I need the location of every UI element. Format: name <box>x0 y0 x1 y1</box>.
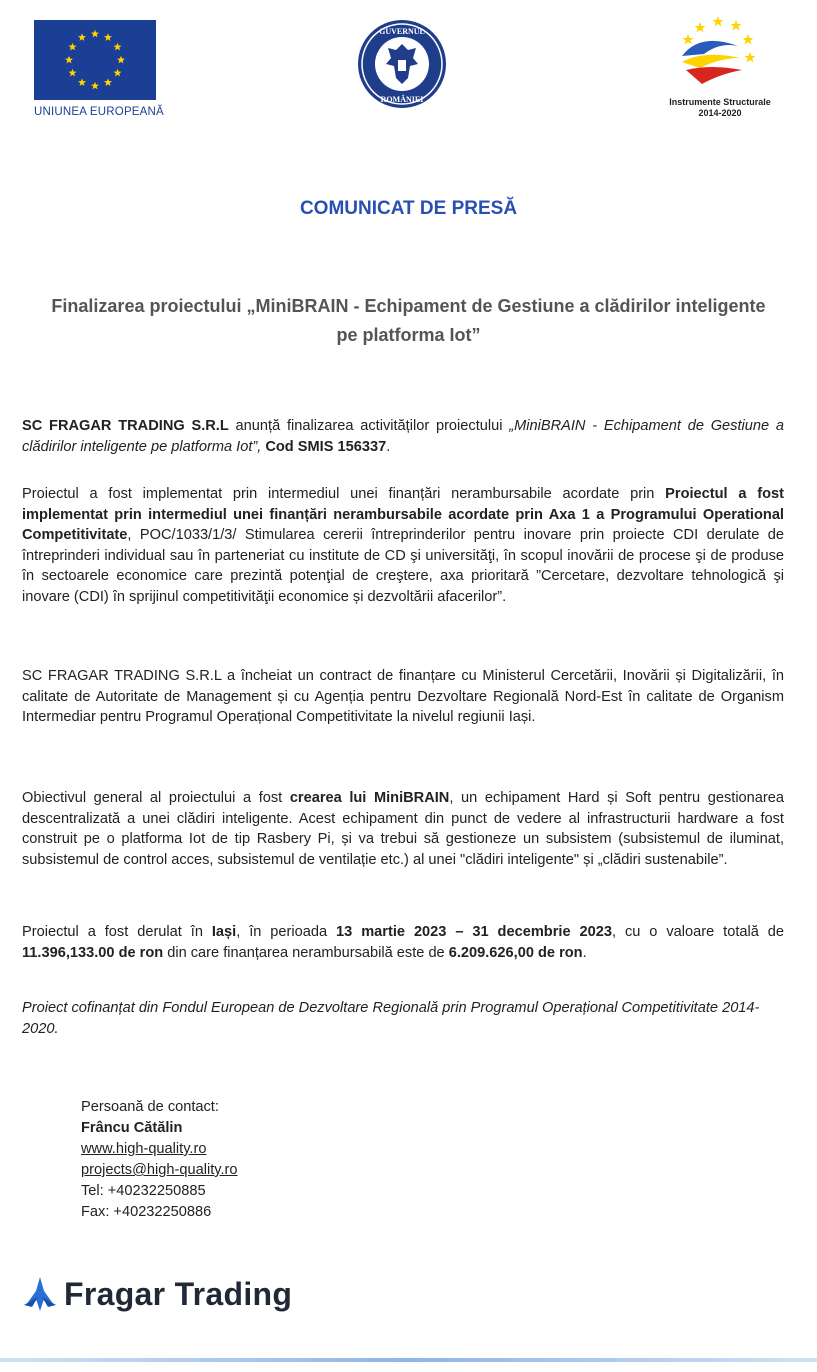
smis-code: Cod SMIS 156337 <box>261 438 387 455</box>
p4-text2: , un echipament Hard și Soft pentru gestionarea descentralizată a unei clădiri inteligente. Acest echipament din punct de vedere al infrastructurii hardware a fost construit pe o platforma Iot de tip Rasbery Pi, și va trebui să gestioneze un subsistem (subsistemul de iluminat, subsistemul de control acces, subsistemul de ventilație etc.) al unei "clădiri inteligente" și „clădiri sustenabile”. <box>22 790 784 868</box>
svg-text:ROMÂNIEI: ROMÂNIEI <box>380 95 424 104</box>
total-value: 11.396,133.00 de ron <box>22 944 164 961</box>
structural-instruments-label <box>660 97 780 119</box>
project-city: Iași <box>211 924 237 940</box>
email-link[interactable]: projects@high-quality.ro <box>81 1162 238 1178</box>
fragar-brand <box>22 1272 292 1316</box>
eu-star-icon <box>78 78 86 86</box>
p5-text2: , în perioada <box>236 924 337 940</box>
eu-star-icon <box>117 56 125 64</box>
grant-value: 6.209.626,00 de ron <box>448 944 583 961</box>
contact-label: Persoană de contact: <box>81 1099 219 1115</box>
eu-star-icon <box>114 69 122 77</box>
eu-star-icon <box>104 33 112 41</box>
website-link[interactable]: www.high-quality.ro <box>81 1141 207 1157</box>
government-seal-icon <box>356 18 448 110</box>
project-name: „MiniBRAIN - Echipament de Gestiune a clădirilor inteligente pe platforma Iot”, <box>22 418 784 455</box>
logo-header <box>0 0 817 130</box>
contact-name: Frâncu Cătălin <box>81 1120 183 1136</box>
project-period: 13 martie 2023 – 31 decembrie 2023 <box>336 924 612 940</box>
p1-end: . <box>386 438 391 455</box>
eu-star-icon <box>65 56 73 64</box>
p2-bold: Proiectul a fost implementat prin intermediul unei finanțări nerambursabile acordate prin Axa 1 a Programului Operational Competitivitate <box>22 486 784 543</box>
eu-label: UNIUNEA EUROPEANĂ <box>34 106 164 118</box>
contact-block <box>81 1097 238 1223</box>
eu-star-icon <box>68 43 76 51</box>
p4-text1: Obiectivul general al proiectului a fost <box>22 790 290 806</box>
cofinancing-note: Proiect cofinanțat din Fondul European de Dezvoltare Regională prin Programul Operațional Competitivitate 2014-2020. <box>22 1000 760 1037</box>
eu-star-icon <box>104 78 112 86</box>
p4-bold: crearea lui MiniBRAIN <box>289 790 450 806</box>
contact-fax: Fax: +40232250886 <box>81 1204 212 1220</box>
eu-flag-icon <box>34 20 156 100</box>
eu-logo <box>34 20 164 118</box>
p2-text2: , POC/1033/1/3/ Stimularea cererii întreprinderilor pentru inovare prin proiecte CDI derulate de întreprinderi individual sau în parteneriat cu institute de CD şi universităţi, în scopul inovării de procese şi de produse în sectoarele economice care prezintă potenţial de creştere, axa prioritară ”Cercetare, dezvoltare tehnologică şi inovare (CDI) în sprijinul competitivităţii economice și dezvoltării afacerilor”. <box>22 527 784 605</box>
structural-instruments-icon <box>660 12 780 92</box>
p5-text3: , cu o valoare totală de <box>611 924 785 940</box>
paragraph-announcement <box>22 416 784 457</box>
eu-star-icon <box>78 33 86 41</box>
paragraph-funding <box>22 484 784 607</box>
is-label-line1: Instrumente Structurale <box>669 97 771 107</box>
p5-text1: Proiectul a fost derulat în <box>22 924 212 940</box>
page-title: COMUNICAT DE PRESĂ <box>299 198 518 219</box>
p1-text: anunță finalizarea activităților proiectului <box>228 418 510 434</box>
fragar-logo-icon <box>22 1275 58 1313</box>
p5-end: . <box>582 944 587 961</box>
svg-text:GUVERNUL: GUVERNUL <box>379 27 425 36</box>
brand-name: Fragar Trading <box>64 1275 293 1312</box>
p5-text4: din care finanțarea nerambursabilă este de <box>163 944 449 961</box>
page-subtitle: Finalizarea proiectului „MiniBRAIN - Echipament de Gestiune a clădirilor inteligente pe platforma Iot” <box>51 296 766 345</box>
contact-phone: Tel: +40232250885 <box>81 1183 206 1199</box>
paragraph-period-value <box>22 922 784 963</box>
p2-text1: Proiectul a fost implementat prin intermediul unei finanțări nerambursabile acordate prin <box>22 486 666 502</box>
structural-instruments-logo <box>660 12 780 119</box>
company-name: SC FRAGAR TRADING S.R.L <box>22 418 229 434</box>
eu-star-icon <box>68 69 76 77</box>
is-label-line2: 2014-2020 <box>698 108 742 118</box>
eu-star-icon <box>91 82 99 90</box>
paragraph-objective <box>22 788 784 870</box>
eu-star-icon <box>114 43 122 51</box>
eu-star-icon <box>91 30 99 38</box>
paragraph-contract: SC FRAGAR TRADING S.R.L a încheiat un contract de finanțare cu Ministerul Cercetării, Inovării și Digitalizării, în calitate de Autoritate de Management și cu Agenția pentru Dezvoltare Regională Nord-Est în calitate de Organism Intermediar pentru Programul Operațional Competitivitate la nivelul regiunii Iași. <box>22 668 784 725</box>
footer-divider <box>0 1358 817 1362</box>
